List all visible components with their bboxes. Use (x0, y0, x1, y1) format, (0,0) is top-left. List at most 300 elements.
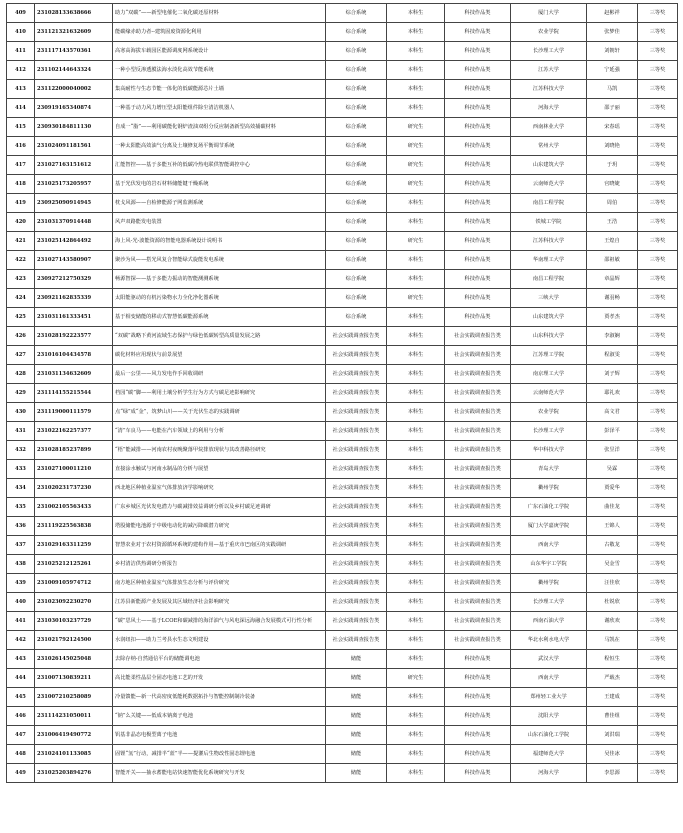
table-row (7, 669, 678, 688)
award-level-cell: 三等奖 (638, 441, 678, 460)
student-level-cell: 本科生 (387, 308, 445, 327)
entry-id-cell: 231025212125261 (35, 555, 113, 574)
work-type-cell: 科技作品类 (445, 23, 511, 42)
entry-id-cell: 231102144643324 (35, 61, 113, 80)
row-number-cell: 421 (7, 232, 35, 251)
leader-name-cell: 刘朝轩 (587, 42, 638, 61)
category-cell: 综合系统 (326, 156, 387, 175)
school-name-cell: 江苏科技大学 (511, 232, 587, 251)
school-name-cell: 农业学院 (511, 403, 587, 422)
table-row (7, 536, 678, 555)
project-title-cell: 畅源智探——基于多能力振动的智能测测系统 (113, 270, 326, 289)
table-row (7, 422, 678, 441)
leader-name-cell: 宁延强 (587, 61, 638, 80)
school-name-cell: 长沙理工大学 (511, 422, 587, 441)
award-table (6, 3, 678, 783)
student-level-cell: 本科生 (387, 631, 445, 650)
student-level-cell: 本科生 (387, 251, 445, 270)
entry-id-cell: 230919165340874 (35, 99, 113, 118)
table-row (7, 61, 678, 80)
category-cell: 综合系统 (326, 61, 387, 80)
award-level-cell: 三等奖 (638, 80, 678, 99)
table-row (7, 365, 678, 384)
row-number-cell: 447 (7, 726, 35, 745)
project-title-cell: 点“绿”成“金”，筑梦山川——关于光伏生态的实践调研 (113, 403, 326, 422)
award-level-cell: 三等奖 (638, 270, 678, 289)
entry-id-cell: 231028133638666 (35, 4, 113, 23)
student-level-cell: 本科生 (387, 726, 445, 745)
table-row (7, 555, 678, 574)
table-row (7, 156, 678, 175)
leader-name-cell: 王浩 (587, 213, 638, 232)
category-cell: 储能 (326, 726, 387, 745)
award-level-cell: 三等奖 (638, 308, 678, 327)
table-row (7, 726, 678, 745)
category-cell: 综合系统 (326, 232, 387, 251)
project-title-cell: “梧”能减排——河南农村夜晚聚落甲烷排放现状与其改善路径研究 (113, 441, 326, 460)
project-title-cell: 能碳缘赤助力者--建筑固废资源化利用 (113, 23, 326, 42)
table-row (7, 441, 678, 460)
student-level-cell: 本科生 (387, 384, 445, 403)
award-level-cell: 三等奖 (638, 327, 678, 346)
leader-name-cell: 赵彬祥 (587, 4, 638, 23)
row-number-cell: 433 (7, 460, 35, 479)
student-level-cell: 研究生 (387, 118, 445, 137)
category-cell: 储能 (326, 669, 387, 688)
project-title-cell: 一种基于动力风力增压型太阳能组件除尘清洁机器人 (113, 99, 326, 118)
entry-id-cell: 231027143580907 (35, 251, 113, 270)
category-cell: 综合系统 (326, 251, 387, 270)
row-number-cell: 438 (7, 555, 35, 574)
student-level-cell: 本科生 (387, 403, 445, 422)
student-level-cell: 本科生 (387, 707, 445, 726)
school-name-cell: 衢州学院 (511, 574, 587, 593)
entry-id-cell: 231028192223577 (35, 327, 113, 346)
school-name-cell: 衢州学院 (511, 479, 587, 498)
school-name-cell: 江苏大学 (511, 61, 587, 80)
leader-name-cell: 王煌自 (587, 232, 638, 251)
student-level-cell: 本科生 (387, 688, 445, 707)
student-level-cell: 本科生 (387, 270, 445, 289)
leader-name-cell: 官晓婕 (587, 175, 638, 194)
category-cell: 社会实践调查报告类 (326, 384, 387, 403)
category-cell: 社会实践调查报告类 (326, 403, 387, 422)
table-row (7, 517, 678, 536)
award-level-cell: 三等奖 (638, 498, 678, 517)
work-type-cell: 科技作品类 (445, 61, 511, 80)
work-type-cell: 科技作品类 (445, 726, 511, 745)
work-type-cell: 科技作品类 (445, 232, 511, 251)
entry-id-cell: 231028185237899 (35, 441, 113, 460)
row-number-cell: 428 (7, 365, 35, 384)
leader-name-cell: 周伯 (587, 194, 638, 213)
leader-name-cell: 谢羽畅 (587, 289, 638, 308)
school-name-cell: 三峡大学 (511, 289, 587, 308)
table-row (7, 498, 678, 517)
category-cell: 储能 (326, 688, 387, 707)
work-type-cell: 科技作品类 (445, 669, 511, 688)
leader-name-cell: 王锦人 (587, 517, 638, 536)
student-level-cell: 研究生 (387, 137, 445, 156)
school-name-cell: 厦门大学嘉庚学院 (511, 517, 587, 536)
student-level-cell: 本科生 (387, 61, 445, 80)
student-level-cell: 本科生 (387, 99, 445, 118)
work-type-cell: 社会实践调查报告类 (445, 498, 511, 517)
leader-name-cell: 贾爱华 (587, 479, 638, 498)
award-level-cell: 三等奖 (638, 574, 678, 593)
row-number-cell: 422 (7, 251, 35, 270)
award-level-cell: 三等奖 (638, 555, 678, 574)
row-number-cell: 414 (7, 99, 35, 118)
category-cell: 综合系统 (326, 289, 387, 308)
project-title-cell: 钒基非晶态电极型离子电池 (113, 726, 326, 745)
school-name-cell: 山东科技大学 (511, 327, 587, 346)
category-cell: 社会实践调查报告类 (326, 555, 387, 574)
entry-id-cell: 231027163151612 (35, 156, 113, 175)
award-level-cell: 三等奖 (638, 688, 678, 707)
leader-name-cell: 程淑雯 (587, 346, 638, 365)
school-name-cell: 铁城工学院 (511, 213, 587, 232)
award-level-cell: 三等奖 (638, 346, 678, 365)
leader-name-cell: 程恒生 (587, 650, 638, 669)
row-number-cell: 427 (7, 346, 35, 365)
category-cell: 社会实践调查报告类 (326, 346, 387, 365)
entry-id-cell: 231025203894276 (35, 764, 113, 783)
award-level-cell: 三等奖 (638, 612, 678, 631)
school-name-cell: 广东石油化工学院 (511, 498, 587, 517)
school-name-cell: 常州大学 (511, 137, 587, 156)
table-row (7, 308, 678, 327)
work-type-cell: 社会实践调查报告类 (445, 631, 511, 650)
entry-id-cell: 231026145025048 (35, 650, 113, 669)
category-cell: 储能 (326, 764, 387, 783)
leader-name-cell: 刘晓艳 (587, 137, 638, 156)
table-row (7, 707, 678, 726)
row-number-cell: 446 (7, 707, 35, 726)
entry-id-cell: 231029163311259 (35, 536, 113, 555)
student-level-cell: 本科生 (387, 346, 445, 365)
leader-name-cell: 严载杰 (587, 669, 638, 688)
leader-name-cell: 李思源 (587, 764, 638, 783)
award-level-cell: 三等奖 (638, 61, 678, 80)
work-type-cell: 科技作品类 (445, 156, 511, 175)
award-level-cell: 三等奖 (638, 156, 678, 175)
work-type-cell: 社会实践调查报告类 (445, 365, 511, 384)
entry-id-cell: 230927212750329 (35, 270, 113, 289)
leader-name-cell: 耶礼欢 (587, 384, 638, 403)
project-title-cell: 智慧农业对于农村资源循环系统的建构作用—基于重庆市巴南区的实践调研 (113, 536, 326, 555)
table-row (7, 42, 678, 61)
category-cell: 综合系统 (326, 175, 387, 194)
work-type-cell: 科技作品类 (445, 308, 511, 327)
school-name-cell: 郑州轻工业大学 (511, 688, 587, 707)
student-level-cell: 本科生 (387, 213, 445, 232)
category-cell: 社会实践调查报告类 (326, 631, 387, 650)
student-level-cell: 本科生 (387, 365, 445, 384)
category-cell: 社会实践调查报告类 (326, 536, 387, 555)
table-row (7, 80, 678, 99)
leader-name-cell: 汪佳欣 (587, 574, 638, 593)
project-title-cell: 智能开关——抽水蓄能电站快速智能优化系统研究与开发 (113, 764, 326, 783)
work-type-cell: 社会实践调查报告类 (445, 403, 511, 422)
school-name-cell: 华北水利水电大学 (511, 631, 587, 650)
award-level-cell: 三等奖 (638, 4, 678, 23)
category-cell: 综合系统 (326, 42, 387, 61)
table-row (7, 327, 678, 346)
entry-id-cell: 231114231050011 (35, 707, 113, 726)
award-level-cell: 三等奖 (638, 669, 678, 688)
school-name-cell: 西南大学 (511, 669, 587, 688)
table-row (7, 99, 678, 118)
school-name-cell: 山东建筑大学 (511, 308, 587, 327)
entry-id-cell: 231031370914448 (35, 213, 113, 232)
school-name-cell: 山东建筑大学 (511, 156, 587, 175)
row-number-cell: 420 (7, 213, 35, 232)
leader-name-cell: 刘洪瑞 (587, 726, 638, 745)
entry-id-cell: 231030103237729 (35, 612, 113, 631)
row-number-cell: 411 (7, 42, 35, 61)
work-type-cell: 科技作品类 (445, 764, 511, 783)
entry-id-cell: 231022162257377 (35, 422, 113, 441)
entry-id-cell: 231027100011210 (35, 460, 113, 479)
table-row (7, 4, 678, 23)
student-level-cell: 研究生 (387, 232, 445, 251)
project-title-cell: 自成一“脂”——利用碳能化钢炉渣油双组分反应制备新型高效捕碳材料 (113, 118, 326, 137)
table-row (7, 213, 678, 232)
entry-id-cell: 231031161333451 (35, 308, 113, 327)
leader-name-cell: 于玥 (587, 156, 638, 175)
student-level-cell: 本科生 (387, 745, 445, 764)
student-level-cell: 本科生 (387, 498, 445, 517)
leader-name-cell: 马凯 (587, 80, 638, 99)
award-level-cell: 三等奖 (638, 536, 678, 555)
project-title-cell: 广东乡城区光伏发电潜力与碳减排效益调研分析以及乡村碳足迹调研 (113, 498, 326, 517)
row-number-cell: 431 (7, 422, 35, 441)
leader-name-cell: 吴佳冰 (587, 745, 638, 764)
entry-id-cell: 231002105563433 (35, 498, 113, 517)
work-type-cell: 科技作品类 (445, 688, 511, 707)
entry-id-cell: 231024091181561 (35, 137, 113, 156)
row-number-cell: 448 (7, 745, 35, 764)
work-type-cell: 科技作品类 (445, 194, 511, 213)
student-level-cell: 本科生 (387, 555, 445, 574)
row-number-cell: 432 (7, 441, 35, 460)
award-level-cell: 三等奖 (638, 422, 678, 441)
row-number-cell: 444 (7, 669, 35, 688)
student-level-cell: 本科生 (387, 194, 445, 213)
student-level-cell: 研究生 (387, 156, 445, 175)
school-name-cell: 西南林业大学 (511, 118, 587, 137)
project-title-cell: 基于相变储能的移动式智慧低碳能源系统 (113, 308, 326, 327)
project-title-cell: 冷量馈能—新一代高密度低能耗数据拓扑与智能控制制冷装备 (113, 688, 326, 707)
row-number-cell: 436 (7, 517, 35, 536)
work-type-cell: 科技作品类 (445, 118, 511, 137)
entry-id-cell: 231009105974712 (35, 574, 113, 593)
project-title-cell: 高寒高海拔车载园区能源调度网系统设计 (113, 42, 326, 61)
entry-id-cell: 231020231737230 (35, 479, 113, 498)
table-row (7, 194, 678, 213)
work-type-cell: 科技作品类 (445, 4, 511, 23)
category-cell: 社会实践调查报告类 (326, 460, 387, 479)
category-cell: 社会实践调查报告类 (326, 574, 387, 593)
student-level-cell: 本科生 (387, 327, 445, 346)
entry-id-cell: 231006419490772 (35, 726, 113, 745)
student-level-cell: 本科生 (387, 80, 445, 99)
leader-name-cell: 古敬龙 (587, 536, 638, 555)
school-name-cell: 南昌工程学院 (511, 270, 587, 289)
work-type-cell: 社会实践调查报告类 (445, 536, 511, 555)
row-number-cell: 439 (7, 574, 35, 593)
student-level-cell: 本科生 (387, 460, 445, 479)
row-number-cell: 419 (7, 194, 35, 213)
table-row (7, 479, 678, 498)
award-level-cell: 三等奖 (638, 707, 678, 726)
project-title-cell: “清”车良马——电能在汽车领域上的利用与分析 (113, 422, 326, 441)
work-type-cell: 科技作品类 (445, 270, 511, 289)
entry-id-cell: 231025173205957 (35, 175, 113, 194)
category-cell: 综合系统 (326, 23, 387, 42)
leader-name-cell: 谢欣欢 (587, 612, 638, 631)
award-level-cell: 三等奖 (638, 137, 678, 156)
project-title-cell: 碳化材料应用现状与前景展望 (113, 346, 326, 365)
leader-name-cell: 邵祖敏 (587, 251, 638, 270)
table-row (7, 384, 678, 403)
row-number-cell: 440 (7, 593, 35, 612)
entry-id-cell: 231117143570361 (35, 42, 113, 61)
table-row (7, 23, 678, 42)
work-type-cell: 科技作品类 (445, 42, 511, 61)
school-name-cell: 福建师范大学 (511, 745, 587, 764)
entry-id-cell: 231119225563838 (35, 517, 113, 536)
work-type-cell: 社会实践调查报告类 (445, 479, 511, 498)
table-row (7, 574, 678, 593)
work-type-cell: 科技作品类 (445, 80, 511, 99)
student-level-cell: 本科生 (387, 574, 445, 593)
work-type-cell: 社会实践调查报告类 (445, 346, 511, 365)
table-row (7, 650, 678, 669)
table-row (7, 460, 678, 479)
row-number-cell: 434 (7, 479, 35, 498)
table-row (7, 764, 678, 783)
table-row (7, 346, 678, 365)
award-level-cell: 三等奖 (638, 232, 678, 251)
category-cell: 社会实践调查报告类 (326, 593, 387, 612)
school-name-cell: 河海大学 (511, 764, 587, 783)
table-row (7, 270, 678, 289)
leader-name-cell: 李淑娴 (587, 327, 638, 346)
project-title-cell: 助力“双碳”——新型电催化二氧化碳还原材料 (113, 4, 326, 23)
student-level-cell: 研究生 (387, 289, 445, 308)
work-type-cell: 科技作品类 (445, 99, 511, 118)
category-cell: 储能 (326, 707, 387, 726)
school-name-cell: 厦门大学 (511, 4, 587, 23)
row-number-cell: 412 (7, 61, 35, 80)
school-name-cell: 西南大学 (511, 536, 587, 555)
leader-name-cell: 王建成 (587, 688, 638, 707)
award-level-cell: 三等奖 (638, 460, 678, 479)
entry-id-cell: 231007210258089 (35, 688, 113, 707)
leader-name-cell: 刘子辉 (587, 365, 638, 384)
leader-name-cell: 张昱洋 (587, 441, 638, 460)
project-title-cell: 固锂“氢”行动，减排半“蓝”半——提灌后生物改性固态锂电池 (113, 745, 326, 764)
student-level-cell: 研究生 (387, 175, 445, 194)
student-level-cell: 本科生 (387, 593, 445, 612)
entry-id-cell: 231119000111579 (35, 403, 113, 422)
school-name-cell: 河海大学 (511, 99, 587, 118)
student-level-cell: 本科生 (387, 479, 445, 498)
row-number-cell: 424 (7, 289, 35, 308)
category-cell: 社会实践调查报告类 (326, 441, 387, 460)
row-number-cell: 423 (7, 270, 35, 289)
school-name-cell: 南京理工大学 (511, 365, 587, 384)
leader-name-cell: 曹佳组 (587, 707, 638, 726)
project-title-cell: 枕戈风源——自检修能源子网监测系统 (113, 194, 326, 213)
category-cell: 综合系统 (326, 4, 387, 23)
category-cell: 储能 (326, 650, 387, 669)
row-number-cell: 418 (7, 175, 35, 194)
category-cell: 综合系统 (326, 80, 387, 99)
category-cell: 综合系统 (326, 99, 387, 118)
row-number-cell: 416 (7, 137, 35, 156)
row-number-cell: 413 (7, 80, 35, 99)
leader-name-cell: 宋春瑶 (587, 118, 638, 137)
category-cell: 综合系统 (326, 194, 387, 213)
entry-id-cell: 231016104434578 (35, 346, 113, 365)
student-level-cell: 本科生 (387, 4, 445, 23)
award-level-cell: 三等奖 (638, 213, 678, 232)
table-row (7, 593, 678, 612)
entry-id-cell: 230921162835339 (35, 289, 113, 308)
student-level-cell: 本科生 (387, 536, 445, 555)
project-title-cell: “钠”么关键——低成本钠离子电池 (113, 707, 326, 726)
work-type-cell: 社会实践调查报告类 (445, 384, 511, 403)
award-level-cell: 三等奖 (638, 194, 678, 213)
work-type-cell: 社会实践调查报告类 (445, 422, 511, 441)
award-level-cell: 三等奖 (638, 384, 678, 403)
row-number-cell: 415 (7, 118, 35, 137)
project-title-cell: 高比能柔性晶层全固态电池工艺的开发 (113, 669, 326, 688)
leader-name-cell: 彭泽平 (587, 422, 638, 441)
table-row (7, 688, 678, 707)
row-number-cell: 445 (7, 688, 35, 707)
row-number-cell: 442 (7, 631, 35, 650)
leader-name-cell: 吴金雪 (587, 555, 638, 574)
work-type-cell: 科技作品类 (445, 650, 511, 669)
category-cell: 社会实践调查报告类 (326, 327, 387, 346)
row-number-cell: 430 (7, 403, 35, 422)
school-name-cell: 山东石油化工学院 (511, 726, 587, 745)
award-level-cell: 三等奖 (638, 403, 678, 422)
table-row (7, 137, 678, 156)
entry-id-cell: 230925090914945 (35, 194, 113, 213)
project-title-cell: “双碳”战略下黄河流域生态保护与绿色低碳转型高质量发展之路 (113, 327, 326, 346)
leader-name-cell: 高文君 (587, 403, 638, 422)
school-name-cell: 青岛大学 (511, 460, 587, 479)
work-type-cell: 社会实践调查报告类 (445, 441, 511, 460)
table-row (7, 289, 678, 308)
category-cell: 综合系统 (326, 308, 387, 327)
row-number-cell: 426 (7, 327, 35, 346)
award-level-cell: 三等奖 (638, 517, 678, 536)
work-type-cell: 社会实践调查报告类 (445, 555, 511, 574)
award-level-cell: 三等奖 (638, 175, 678, 194)
project-title-cell: “碳”思风土——基于LCOE和碳减排的海洋油气与风电深远海融合发展模式可行性分析 (113, 612, 326, 631)
project-title-cell: 南方地区种植业温室气体排放生态分析与评价研究 (113, 574, 326, 593)
leader-name-cell: 邵子丽 (587, 99, 638, 118)
project-title-cell: 聚沙为风——搭光风复合智能绿式旋能发电系统 (113, 251, 326, 270)
school-name-cell: 长沙理工大学 (511, 42, 587, 61)
entry-id-cell: 231023092230270 (35, 593, 113, 612)
